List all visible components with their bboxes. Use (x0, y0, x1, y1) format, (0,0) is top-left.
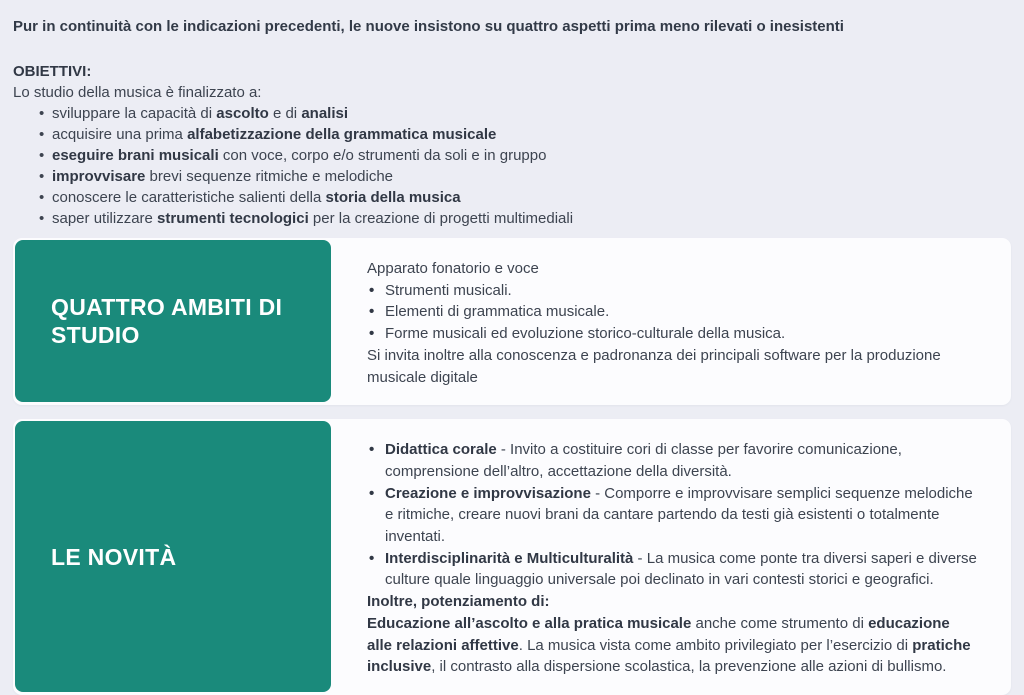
intro-text: Pur in continuità con le indicazioni precedenti, le nuove insistono su quattro aspetti prima meno rilevati o inesistenti (13, 18, 844, 35)
objective-item: • saper utilizzare strumenti tecnologici per la creazione di progetti multimediali (39, 208, 1011, 229)
card-title: LE NOVITÀ (51, 543, 177, 570)
objective-item: • acquisire una prima alfabetizzazione della grammatica musicale (39, 124, 1011, 145)
card-quattro-ambiti-di-studio (13, 238, 1011, 405)
card-content (331, 240, 1008, 402)
objective-item: • sviluppare la capacità di ascolto e di analisi (39, 103, 1011, 124)
objective-item: • improvvisare brevi sequenze ritmiche e melodiche (39, 166, 1011, 187)
objectives-lead: Lo studio della musica è finalizzato a: (13, 84, 262, 101)
card-list-item: • Forme musicali ed evoluzione storico-culturale della musica. (369, 323, 978, 345)
card-title: QUATTRO AMBITI DI STUDIO (51, 294, 283, 349)
card-title-panel (15, 421, 331, 692)
objective-item: • conoscere le caratteristiche salienti della storia della musica (39, 187, 1011, 208)
card-content (331, 421, 1008, 692)
card-content-footer: Si invita inoltre alla conoscenza e padronanza dei principali software per la produzione musicale digitale (367, 346, 941, 386)
objectives-list (13, 103, 1011, 229)
objectives-section (13, 61, 1011, 229)
card-content-intro: Apparato fonatorio e voce (367, 260, 539, 277)
card-title-panel (15, 240, 331, 402)
card-le-novita (13, 419, 1011, 695)
card-content-footer: Educazione all’ascolto e alla pratica musicale anche come strumento di educazione alle relazioni affettive. La musica vista come ambito privilegiato per l’esercizio di pratiche inclusive, il contrasto alla dispersione scolastica, la prevenzione alle azioni di bullismo. (367, 614, 971, 676)
card-list-item: • Strumenti musicali. (369, 280, 978, 302)
card-footer-heading: Inoltre, potenziamento di: (367, 593, 550, 611)
card-list-item: • Elementi di grammatica musicale. (369, 301, 978, 323)
objective-item: • eseguire brani musicali con voce, corpo e/o strumenti da soli e in gruppo (39, 145, 1011, 166)
card-content-list (367, 439, 978, 591)
objectives-heading: OBIETTIVI: (13, 63, 92, 80)
card-list-item: • Interdisciplinarità e Multiculturalità - La musica come ponte tra diversi saperi e diverse culture quale linguaggio universale poi declinato in vari contesti storici e geografici. (369, 548, 978, 591)
card-list-item: • Didattica corale - Invito a costituire cori di classe per favorire comunicazione, comprensione dell’altro, accettazione della diversità. (369, 439, 978, 482)
card-list-item: • Creazione e improvvisazione - Comporre e improvvisare semplici sequenze melodiche e ritmiche, creare nuovi brani da cantare partendo da testi già esistenti o totalmente inventati. (369, 483, 978, 548)
card-content-list (367, 280, 978, 345)
